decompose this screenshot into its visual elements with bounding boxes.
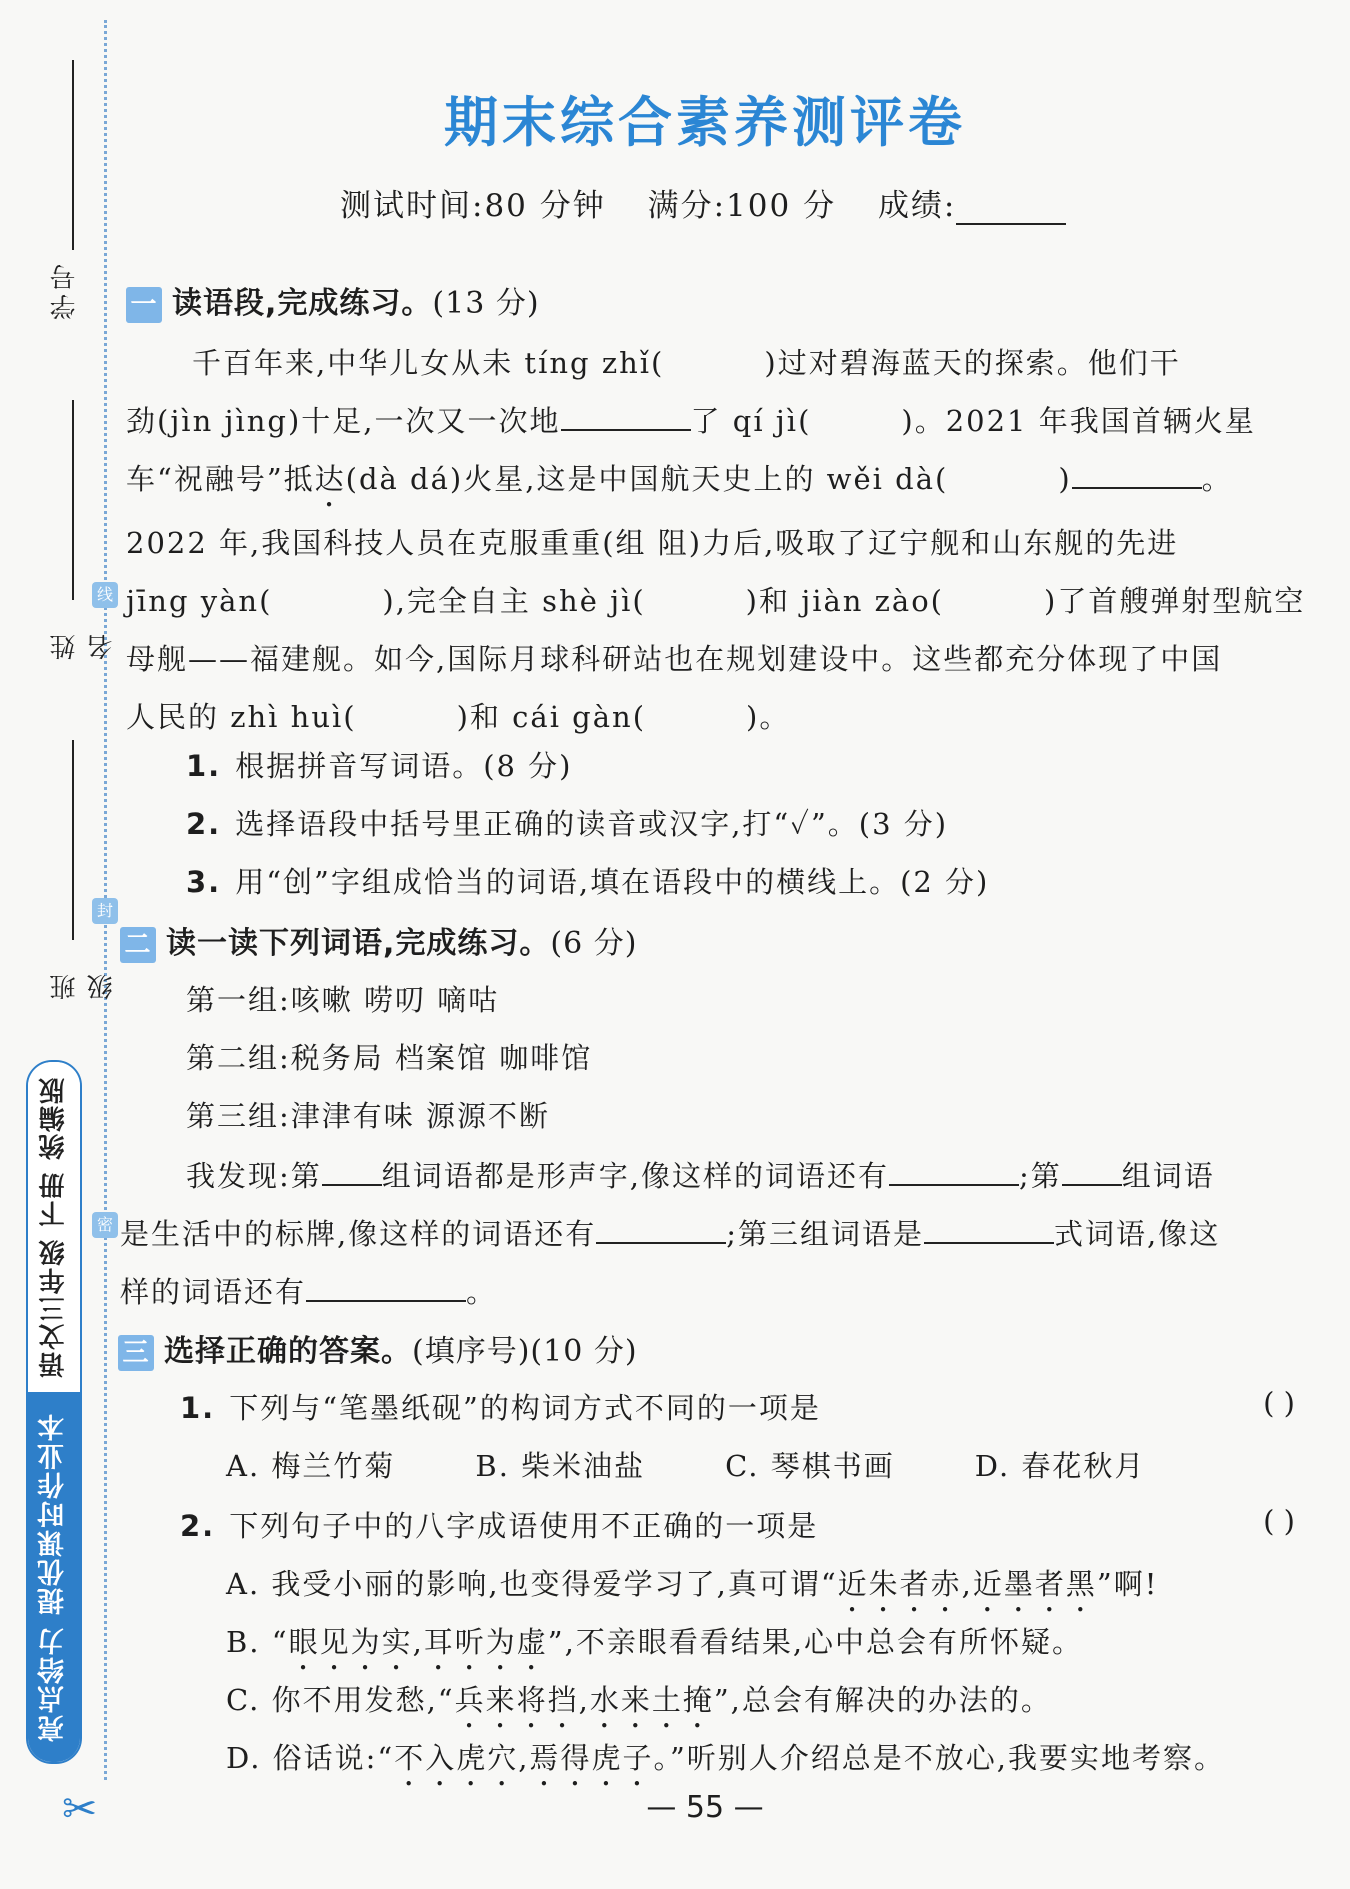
s1-question-3: 3. 用“创”字组成恰当的词语,填在语段中的横线上。(2 分) <box>186 865 990 899</box>
scissors-icon: ✂ <box>62 1784 98 1833</box>
seal-feng-icon: 封 <box>92 898 118 924</box>
blank-pattern[interactable] <box>924 1214 1054 1244</box>
section-1-heading <box>126 278 540 323</box>
s3-q2-option-c: C. 你不用发愁,“兵来将挡,水来土掩”,总会有解决的办法的。 <box>226 1683 1052 1717</box>
blank-1[interactable] <box>561 401 691 431</box>
s3-q2-answer-bracket[interactable]: ( ) <box>1263 1504 1295 1538</box>
section-2-title: 读一读下列词语,完成练习。 <box>166 926 551 961</box>
option-d: D. 春花秋月 <box>974 1449 1146 1483</box>
finding-line-3: 样的词语还有 。 <box>120 1270 497 1311</box>
s3-q2-option-a: A. 我受小丽的影响,也变得爱学习了,真可谓“近朱者赤,近墨者黑”啊! <box>226 1567 1159 1601</box>
blank-words-c[interactable] <box>306 1272 466 1302</box>
s3-question-1: 1. 下列与“笔墨纸砚”的构词方式不同的一项是 <box>180 1391 821 1425</box>
full-score: 满分:100 分 <box>647 188 837 224</box>
page-number: — 55 — <box>646 1790 764 1825</box>
group-3: 第三组:津津有味 源源不断 <box>186 1099 550 1133</box>
series-brand: 亮点给力 提优课时作业本 <box>28 1392 80 1762</box>
score-blank[interactable] <box>956 193 1066 225</box>
s1-question-2: 2. 选择语段中括号里正确的读音或汉字,打“✓”。(3 分) <box>186 807 949 841</box>
section-3-badge: 三 <box>118 1335 154 1371</box>
s3-q1-options <box>226 1444 1145 1485</box>
section-3-title: 选择正确的答案。 <box>164 1334 412 1369</box>
exam-meta <box>340 180 1096 225</box>
option-c: C. 琴棋书画 <box>725 1449 895 1483</box>
option-b: B. 柴米油盐 <box>475 1449 646 1483</box>
s3-question-2: 2. 下列句子中的八字成语使用不正确的一项是 <box>180 1509 819 1543</box>
finding-line-1: 我发现:第 组词语都是形声字,像这样的词语还有 ;第 组词语 <box>186 1154 1215 1195</box>
s3-q2-option-b: B. “眼见为实,耳听为虚”,不亲眼看看结果,心中总会有所怀疑。 <box>226 1625 1084 1659</box>
page-title: 期末综合素养测评卷 <box>444 91 966 154</box>
section-1-title: 读语段,完成练习。 <box>172 286 433 321</box>
section-2-heading <box>120 918 637 963</box>
class-field[interactable] <box>38 740 117 1000</box>
series-subject: 语文三年级 下册 统编版 <box>28 1062 80 1392</box>
s1-question-1: 1. 根据拼音写词语。(8 分) <box>186 749 573 783</box>
test-time: 测试时间:80 分钟 <box>340 188 606 224</box>
section-1-points: (13 分) <box>432 286 540 321</box>
blank-2[interactable] <box>1072 459 1202 489</box>
s3-q1-answer-bracket[interactable]: ( ) <box>1263 1386 1295 1420</box>
section-2-points: (6 分) <box>550 926 638 961</box>
student-id-label: 学号 <box>50 260 80 320</box>
section-3-points: (填序号)(10 分) <box>412 1334 638 1369</box>
section-1-badge: 一 <box>126 287 162 323</box>
group-2: 第二组:税务局 档案馆 咖啡馆 <box>186 1041 593 1075</box>
name-field[interactable] <box>38 400 117 660</box>
blank-words-a[interactable] <box>889 1156 1019 1186</box>
blank-words-b[interactable] <box>596 1214 726 1244</box>
class-label: 班级 <box>50 970 117 1000</box>
seal-mi-icon: 密 <box>92 1212 118 1238</box>
group-1: 第一组:咳嗽 唠叨 嘀咕 <box>186 983 500 1017</box>
section-1-passage: 千百年来,中华儿女从未 tíng zhǐ( )过对碧海蓝天的探索。他们干 劲(jìn jìng)十足,一次又一次地 了 qí jì( )。2021 年我国首辆火星 车“祝融号”抵达(dà dá)火星,这是中国航天史上的 wěi dà( ) 。 2022 年,我国科技人员在克服重重(组 阻)力后,吸取了辽宁舰和山东舰的先进 jīng yàn( ),完全自主 shè jì( )和 jiàn zào( )了首艘弹射型航空 母舰——福建舰。如今,国际月球科研站也在规划建设中。这些都充分体现了中国 人民的 zhì huì( )和 cái gàn( )。 <box>126 346 1306 734</box>
s3-q2-option-d: D. 俗话说:“不入虎穴,焉得虎子。”听别人介绍总是不放心,我要实地考察。 <box>226 1741 1226 1775</box>
seal-xian-icon: 线 <box>92 582 118 608</box>
blank-group-b[interactable] <box>1062 1156 1122 1186</box>
blank-group-a[interactable] <box>322 1156 382 1186</box>
score-label: 成绩: <box>878 188 1096 224</box>
option-a: A. 梅兰竹菊 <box>226 1449 396 1483</box>
series-label <box>26 1060 82 1764</box>
finding-line-2: 是生活中的标牌,像这样的词语还有 ;第三组词语是 式词语,像这 <box>120 1212 1220 1253</box>
section-3-heading <box>118 1326 638 1371</box>
section-2-badge: 二 <box>120 927 156 963</box>
name-label: 姓名 <box>50 630 117 660</box>
binding-strip <box>0 0 130 1889</box>
